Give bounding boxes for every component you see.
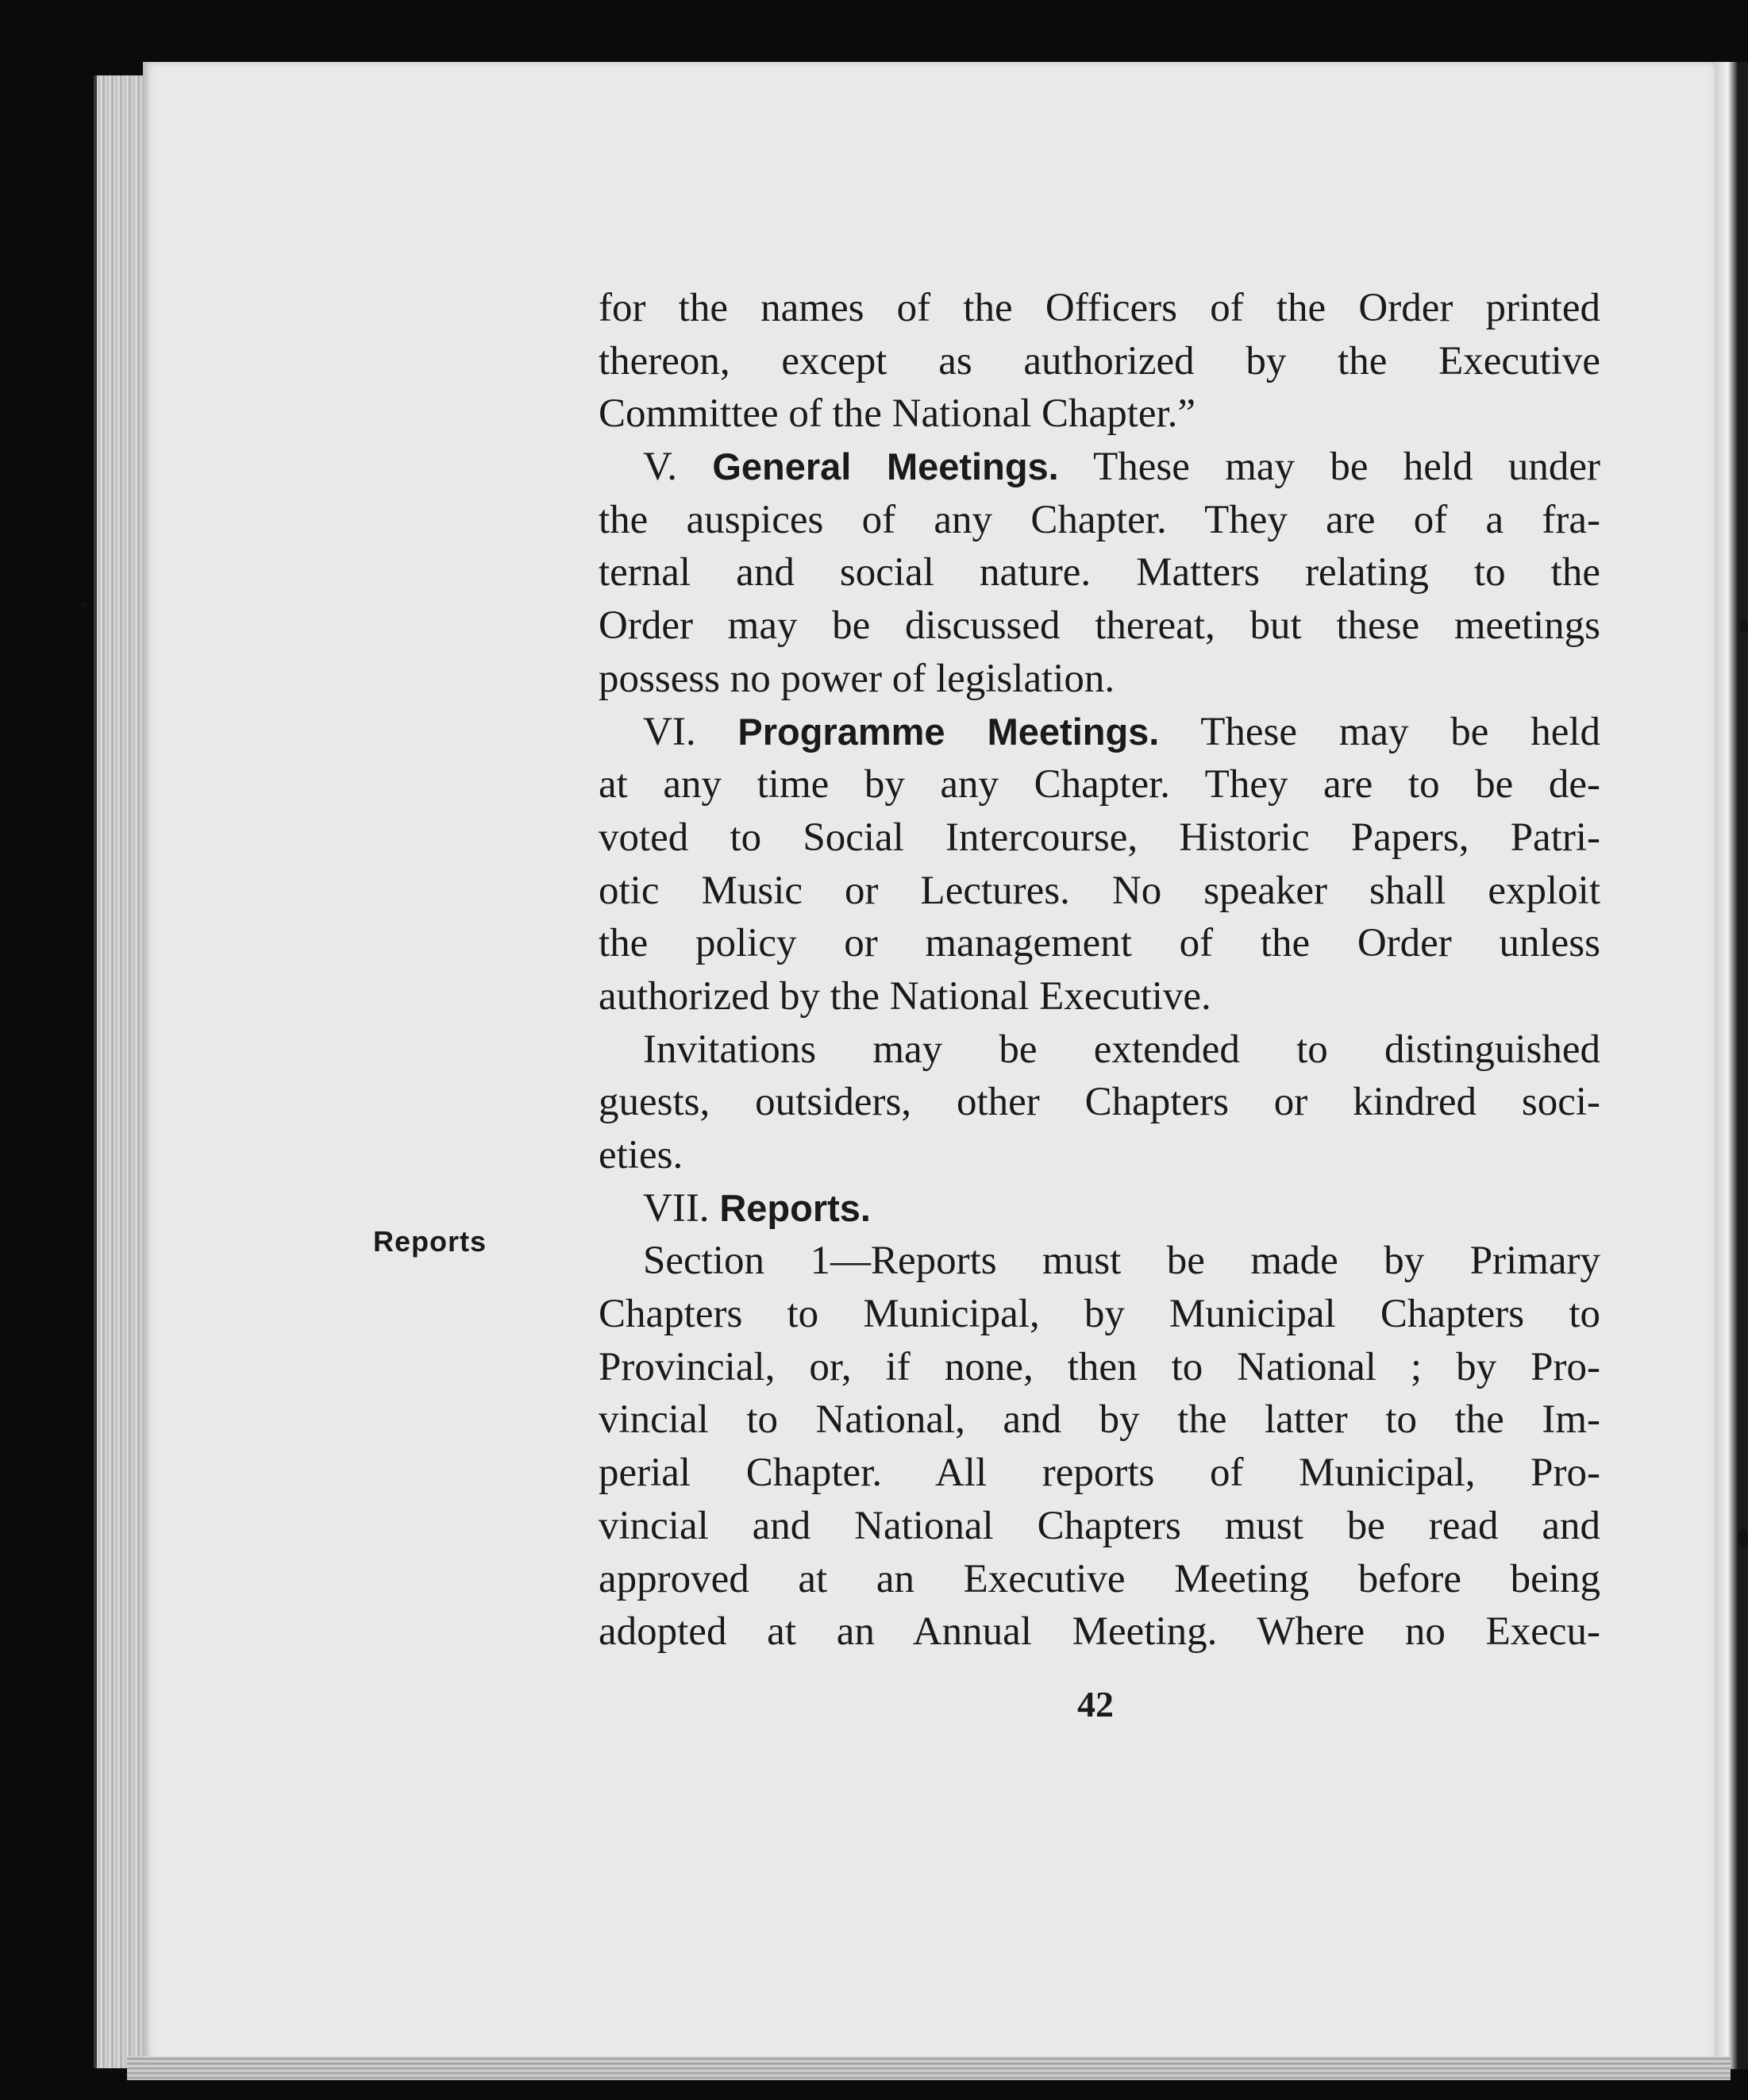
text-line: eties. <box>599 1133 683 1177</box>
text-line: perial Chapter. All reports of Municipal, Pro- <box>599 1451 1600 1496</box>
text-line: possess no power of legislation. <box>599 656 1115 701</box>
text-line: voted to Social Intercourse, Historic Papers, Patri- <box>599 815 1600 860</box>
text-line: at any time by any Chapter. They are to be de- <box>599 762 1600 807</box>
text-line: for the names of the Officers of the Order printed <box>599 286 1600 330</box>
text-line: the policy or management of the Order unless <box>599 921 1600 966</box>
section-numeral: VI. <box>643 709 696 754</box>
page-number: 42 <box>1077 1684 1114 1724</box>
text-line: approved at an Executive Meeting before being <box>599 1556 1600 1601</box>
section-heading-general-meetings: General Meetings. <box>712 445 1059 488</box>
text-line: otic Music or Lectures. No speaker shall exploit <box>599 868 1600 913</box>
text-line: vincial to National, and by the latter to the Im- <box>599 1397 1600 1443</box>
text-line: adopted at an Annual Meeting. Where no Execu- <box>599 1609 1600 1655</box>
page-edge-right <box>1715 62 1748 2069</box>
text-line: thereon, except as authorized by the Executive <box>599 338 1600 383</box>
text-line: Provincial, or, if none, then to National ; by Pro- <box>599 1344 1600 1389</box>
section-vii-heading-line <box>599 1182 1600 1235</box>
text-line: guests, outsiders, other Chapters or kindred soci- <box>599 1080 1600 1125</box>
marginal-note-reports: Reports <box>373 1225 487 1258</box>
text-line: vincial and National Chapters must be read and <box>599 1503 1600 1548</box>
text-line: Section 1—Reports must be made by Primary <box>643 1239 1600 1284</box>
text-line: authorized by the National Executive. <box>599 973 1211 1019</box>
text-run: These may be held under <box>1093 445 1600 490</box>
text-line: ternal and social nature. Matters relating to the <box>599 550 1600 595</box>
text-line: the auspices of any Chapter. They are of a fra- <box>599 497 1600 542</box>
text-line: Order may be discussed thereat, but these meetings <box>599 603 1600 649</box>
body-text <box>599 282 1600 1659</box>
section-heading-programme-meetings: Programme Meetings. <box>737 710 1160 753</box>
section-vi-first-line <box>599 706 1600 759</box>
section-numeral: V. <box>643 445 678 490</box>
scan-speck <box>1738 1528 1748 1547</box>
page-stack-edge-bottom <box>127 2056 1731 2080</box>
section-numeral: VII. <box>643 1185 710 1231</box>
section-heading-reports: Reports. <box>719 1186 871 1229</box>
section-v-first-line <box>599 441 1600 494</box>
text-line: Invitations may be extended to distinguished <box>643 1027 1600 1072</box>
scan-speck <box>1740 619 1748 634</box>
scan-speck <box>79 602 87 608</box>
text-line: Committee of the National Chapter.” <box>599 391 1196 437</box>
text-line: Chapters to Municipal, by Municipal Chapters to <box>599 1292 1600 1337</box>
text-run: These may be held <box>1200 709 1600 754</box>
